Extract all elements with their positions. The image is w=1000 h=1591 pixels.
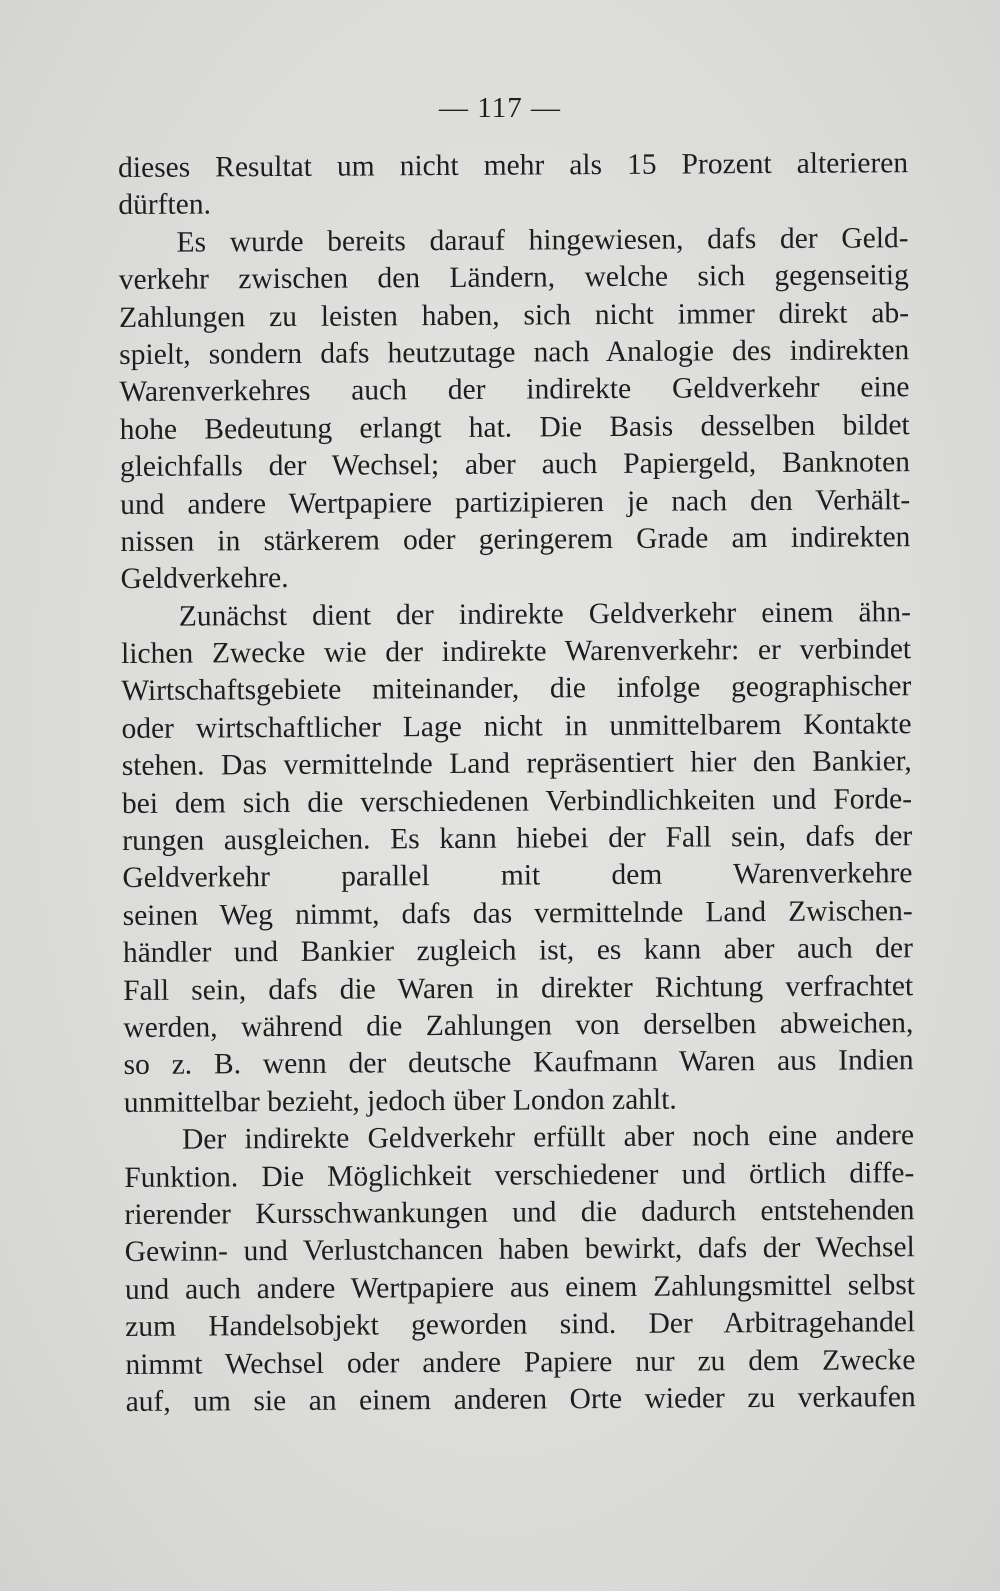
text-line: Warenverkehres auch der indirekte Geldverkehr eine <box>119 371 910 409</box>
text-line: spielt, sondern dafs heutzutage nach Analogie des indirekten <box>119 334 910 371</box>
text-line: seinen Weg nimmt, dafs das vermittelnde Land Zwischen- <box>122 894 913 932</box>
text-line: verkehr zwischen den Ländern, welche sich gegenseitig <box>118 259 909 297</box>
text-line: händler und Bankier zugleich ist, es kann aber auch der <box>122 932 913 970</box>
text-line: Der indirekte Geldverkehr erfüllt aber noch eine andere <box>181 1119 915 1156</box>
text-line: rierender Kursschwankungen und die dadurch entstehenden <box>124 1194 915 1231</box>
text-line: so z. B. wenn der deutsche Kaufmann Waren aus Indien <box>123 1044 914 1082</box>
text-line: unmittelbar bezieht, jedoch über London zahlt. <box>123 1083 677 1119</box>
text-line: lichen Zwecke wie der indirekte Warenverkehr: er verbindet <box>120 633 912 671</box>
text-line: und andere Wertpapiere partizipieren je nach den Verhält- <box>120 483 911 521</box>
text-line: Zahlungen zu leisten haben, sich nicht immer direkt ab- <box>118 296 910 334</box>
text-line: zum Handelsobjekt geworden sind. Der Arbitragehandel <box>125 1306 916 1344</box>
text-line: nimmt Wechsel oder andere Papiere nur zu dem Zwecke <box>125 1343 916 1381</box>
text-line: oder wirtschaftlicher Lage nicht in unmittelbarem Kontakte <box>121 708 912 745</box>
text-line: gleichfalls der Wechsel; aber auch Papiergeld, Banknoten <box>119 446 911 484</box>
body-text <box>118 145 916 1421</box>
text-line: stehen. Das vermittelnde Land repräsentiert hier den Bankier, <box>121 745 912 783</box>
text-line: Zunächst dient der indirekte Geldverkehr einem ähn- <box>178 595 911 633</box>
text-line: Wirtschaftsgebiete miteinander, die infolge geographischer <box>121 670 912 708</box>
page-number: — 117 — <box>439 92 561 124</box>
text-line: rungen ausgleichen. Es kann hiebei der Fall sein, dafs der <box>122 820 913 858</box>
text-line: und auch andere Wertpapiere aus einem Zahlungsmittel selbst <box>124 1268 916 1306</box>
text-line: Fall sein, dafs die Waren in direkter Richtung verfrachtet <box>123 969 914 1007</box>
text-line: dieses Resultat um nicht mehr als 15 Prozent alterieren <box>118 147 909 184</box>
text-line: auf, um sie an einem anderen Orte wieder zu verkaufen <box>125 1381 916 1418</box>
text-line: dürften. <box>118 188 211 222</box>
text-line: Geldverkehre. <box>120 562 289 596</box>
text-line: hohe Bedeutung erlangt hat. Die Basis desselben bildet <box>119 408 910 446</box>
text-line: werden, während die Zahlungen von derselben abweichen, <box>123 1007 914 1044</box>
text-line: Gewinn- und Verlustchancen haben bewirkt, dafs der Wechsel <box>124 1231 915 1269</box>
text-line: Geldverkehr parallel mit dem Warenverkehre <box>122 857 913 895</box>
text-line: Funktion. Die Möglichkeit verschiedener und örtlich diffe- <box>124 1156 915 1194</box>
text-line: bei dem sich die verschiedenen Verbindlichkeiten und Forde- <box>121 782 913 820</box>
text-line: nissen in stärkerem oder geringerem Grade am indirekten <box>120 521 911 558</box>
text-line: Es wurde bereits darauf hingewiesen, dafs der Geld- <box>176 221 909 259</box>
